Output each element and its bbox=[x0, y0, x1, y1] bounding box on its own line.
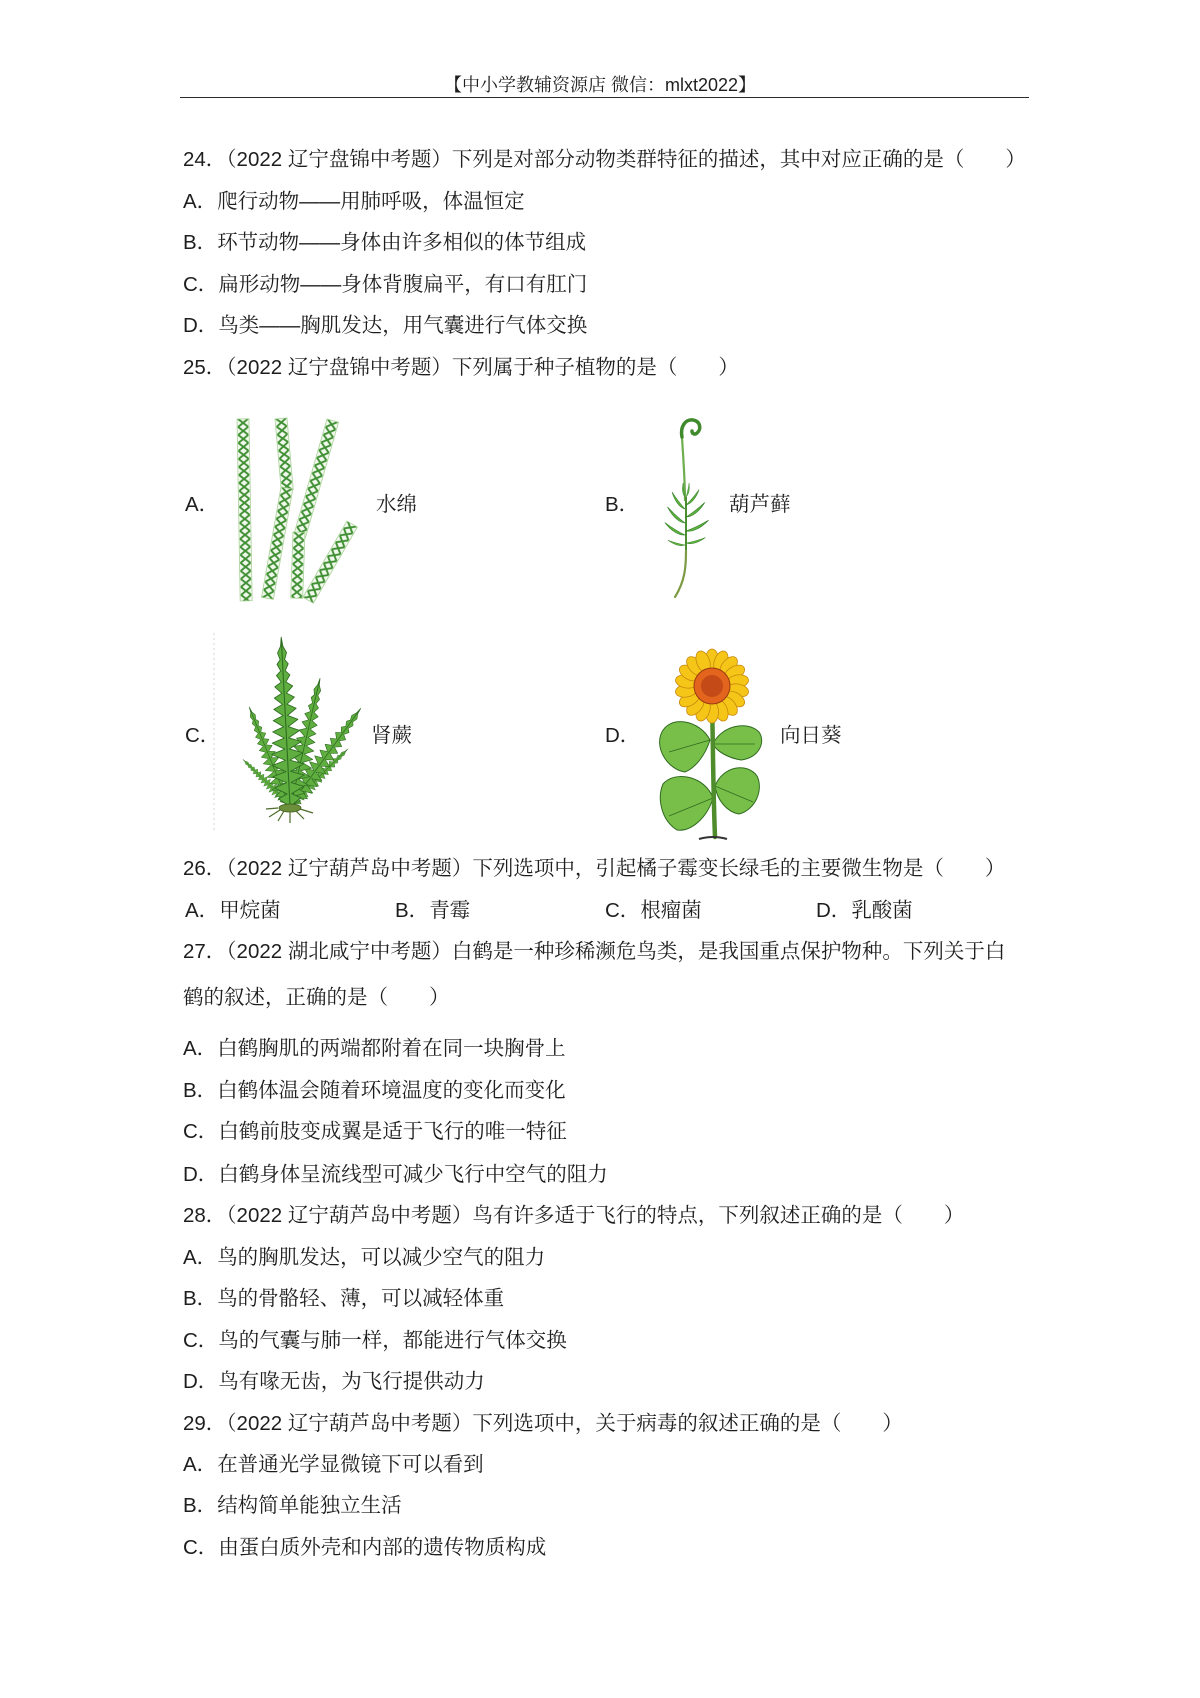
option-d bbox=[183, 314, 587, 338]
option-b bbox=[183, 1287, 504, 1311]
option-label: B． bbox=[605, 493, 640, 516]
question-stem: 24．（2022 辽宁盘锦中考题）下列是对部分动物类群特征的描述，其中对应正确的是（ ） bbox=[183, 148, 1026, 171]
option-d bbox=[183, 1163, 608, 1187]
ground bbox=[699, 837, 727, 839]
option-label: A． bbox=[183, 1453, 218, 1476]
option-label: D． bbox=[183, 314, 219, 337]
option-label: D． bbox=[816, 899, 852, 922]
flower-head bbox=[674, 649, 749, 723]
option-b bbox=[395, 899, 470, 923]
option-label: A． bbox=[183, 1246, 218, 1269]
option-label: B． bbox=[183, 1079, 218, 1102]
option-label: D． bbox=[605, 724, 641, 747]
moss-leaf bbox=[665, 507, 688, 523]
option-text: 鸟类——胸肌发达，用气囊进行气体交换 bbox=[218, 314, 588, 337]
option-text: 葫芦藓 bbox=[729, 493, 791, 516]
moss-leaf bbox=[686, 534, 705, 547]
option-text: 鸟有喙无齿，为飞行提供动力 bbox=[218, 1370, 485, 1393]
option-label: A． bbox=[185, 899, 220, 922]
option-text: 根瘤菌 bbox=[640, 899, 702, 922]
question-stem-continued: 鹤的叙述，正确的是（ ） bbox=[183, 986, 450, 1009]
option-a bbox=[183, 1246, 545, 1270]
option-text: 白鹤胸肌的两端都附着在同一块胸骨上 bbox=[217, 1037, 566, 1060]
option-text: 甲烷菌 bbox=[219, 899, 281, 922]
option-d bbox=[816, 899, 913, 923]
option-text: 白鹤前肢变成翼是适于飞行的唯一特征 bbox=[218, 1120, 567, 1143]
filament bbox=[294, 419, 339, 538]
option-text: 乳酸菌 bbox=[851, 899, 913, 922]
option-label: C． bbox=[183, 1120, 219, 1143]
option-text: 环节动物——身体由许多相似的体节组成 bbox=[217, 231, 587, 254]
option-d bbox=[183, 1370, 485, 1394]
option-label: A． bbox=[183, 190, 218, 213]
option-b bbox=[183, 1494, 402, 1518]
flower-disc-center bbox=[701, 675, 723, 697]
option-text: 向日葵 bbox=[780, 724, 842, 747]
option-a bbox=[183, 1037, 566, 1061]
leaf bbox=[715, 768, 759, 814]
option-text: 白鹤身体呈流线型可减少飞行中空气的阻力 bbox=[218, 1163, 608, 1186]
capsule bbox=[682, 420, 700, 437]
option-label: B． bbox=[183, 231, 218, 254]
option-text: 水绵 bbox=[376, 493, 417, 516]
question-stem: 28．（2022 辽宁葫芦岛中考题）鸟有许多适于飞行的特点，下列叙述正确的是（ ） bbox=[183, 1204, 965, 1227]
option-label: B． bbox=[183, 1494, 218, 1517]
option-text: 青霉 bbox=[429, 899, 471, 922]
option-text: 鸟的骨骼轻、薄，可以减轻体重 bbox=[217, 1287, 505, 1310]
option-a bbox=[185, 899, 281, 923]
option-label: A． bbox=[185, 493, 220, 516]
option-text: 扁形动物——身体背腹扁平，有口有肛门 bbox=[218, 273, 588, 296]
option-label: D． bbox=[183, 1370, 219, 1393]
option-text: 鸟的胸肌发达，可以减少空气的阻力 bbox=[217, 1246, 546, 1269]
fern-illustration bbox=[212, 633, 368, 840]
filament bbox=[275, 418, 293, 491]
question-stem: 29．（2022 辽宁葫芦岛中考题）下列选项中，关于病毒的叙述正确的是（ ） bbox=[183, 1412, 903, 1435]
moss-illustration bbox=[655, 415, 715, 603]
option-label: B． bbox=[183, 1287, 218, 1310]
option-c bbox=[183, 1329, 567, 1353]
filament bbox=[262, 487, 293, 599]
option-label: C． bbox=[605, 899, 641, 922]
leaf bbox=[713, 726, 762, 760]
option-c bbox=[183, 1120, 567, 1144]
stem bbox=[712, 704, 715, 837]
option-text: 肾蕨 bbox=[371, 724, 412, 747]
option-b bbox=[183, 231, 586, 255]
leaf bbox=[660, 776, 713, 830]
option-label: C． bbox=[183, 273, 219, 296]
option-label: C． bbox=[183, 1536, 219, 1559]
filament bbox=[237, 419, 252, 601]
option-label: D． bbox=[183, 1163, 219, 1186]
moss-leaf bbox=[686, 519, 708, 531]
sunflower-illustration bbox=[655, 648, 767, 843]
moss-leaf bbox=[664, 523, 686, 536]
option-label: A． bbox=[183, 1037, 218, 1060]
question-stem: 25．（2022 辽宁盘锦中考题）下列属于种子植物的是（ ） bbox=[183, 356, 739, 379]
option-c bbox=[605, 899, 702, 923]
option-text: 由蛋白质外壳和内部的遗传物质构成 bbox=[218, 1536, 547, 1559]
option-text: 结构简单能独立生活 bbox=[217, 1494, 402, 1517]
question-stem: 27．（2022 湖北咸宁中考题）白鹤是一种珍稀濒危鸟类，是我国重点保护物种。下列关于白 bbox=[183, 940, 1006, 963]
moss-leaf bbox=[668, 537, 685, 548]
filament bbox=[303, 521, 357, 603]
option-label: C． bbox=[185, 724, 221, 747]
option-text: 鸟的气囊与肺一样，都能进行气体交换 bbox=[218, 1329, 567, 1352]
rhizome bbox=[279, 804, 301, 812]
page-header: 【中小学教辅资源店 微信：mlxt2022】 bbox=[443, 75, 757, 95]
option-c bbox=[183, 1536, 546, 1560]
rhizoid-stem bbox=[675, 551, 686, 597]
header-rule bbox=[180, 97, 1029, 98]
question-stem: 26．（2022 辽宁葫芦岛中考题）下列选项中，引起橘子霉变长绿毛的主要微生物是（ ） bbox=[183, 857, 1006, 880]
leaf bbox=[660, 722, 710, 772]
option-a bbox=[183, 1453, 484, 1477]
option-text: 白鹤体温会随着环境温度的变化而变化 bbox=[217, 1079, 566, 1102]
option-text: 在普通光学显微镜下可以看到 bbox=[217, 1453, 484, 1476]
option-text: 爬行动物——用肺呼吸，体温恒定 bbox=[217, 190, 525, 213]
option-label: B． bbox=[395, 899, 430, 922]
option-b bbox=[183, 1079, 566, 1103]
option-c bbox=[183, 273, 587, 297]
spirogyra-illustration bbox=[229, 415, 359, 603]
filament bbox=[291, 532, 305, 598]
option-label: C． bbox=[183, 1329, 219, 1352]
option-a bbox=[183, 190, 525, 214]
